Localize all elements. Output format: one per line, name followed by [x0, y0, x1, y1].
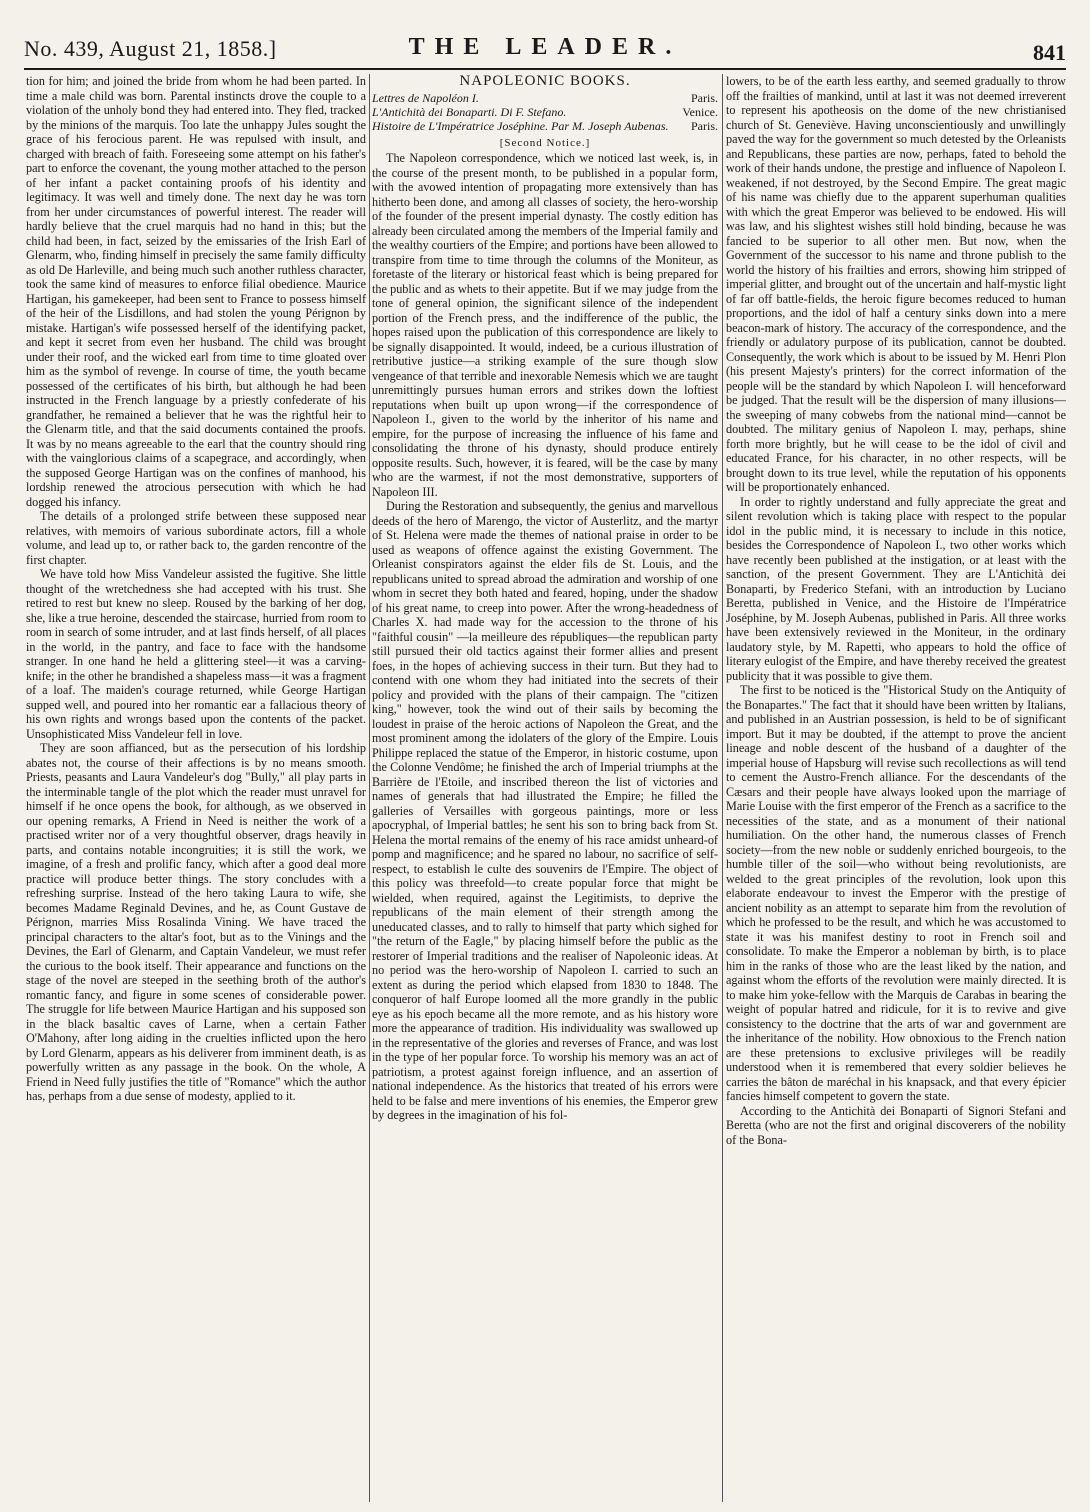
- column-rule: [722, 74, 723, 1502]
- page-number: 841: [1033, 40, 1066, 65]
- paragraph: We have told how Miss Vandeleur assisted the fugitive. She little thought of the wretchedness she had accepted with his trust. She retired to rest but knew no sleep. Roused by the barking of her dog, she, like a true heroine, descended the staircase, hurried from room to room in search of some intruder, and at last finds herself, of all places in the world, in the pantry, and face to face with the handsome stranger. In one hand he held a glittering steel—it was a carving-knife; in the other he brandished a shapeless mass—it was a fragment of a loaf. The maiden's courage returned, while George Hartigan supped well, and poured into her romantic ear a fallacious theory of his own rights and wrongs based upon the contents of the packet. Unsophisticated Miss Vandeleur fell in love.: [26, 567, 366, 741]
- paragraph: tion for him; and joined the bride from whom he had been parted. In time a male child was born. Parental instincts drove the couple to a violation of the unholy bond they had entered into. They fled, tracked by the minions of the marquis. Too late the unhappy Jules sought the grace of his ferocious parent. He was repulsed with insult, and charged with breach of faith. Foreseeing some attempt on his father's part to enforce the covenant, the young mother attached to the person of her infant a packet containing proofs of his identity and legitimacy. It was well and timely done. The next day he was torn from her under circumstances of powerful interest. The reader will hardly believe that the cruel marquis had no hand in this; but the child had been, in fact, seized by the emissaries of the Irish Earl of Glenarm, who, finding himself in precisely the same family difficulty as old De Harleville, and being much such another ruthless character, took the same kind of measures to enforce filial obedience. Maurice Hartigan, his gamekeeper, had been sent to France to possess himself of the heir of the Lisdillons, and had stolen the young Pérignon by mistake. Hartigan's wife possessed herself of the identifying packet, and kept it secret from even her husband. The child was brought under their roof, and the wicked earl from time to time gloated over him as the symbol of revenge. In course of time, the youth became possessed of the certificates of his birth, but although he had been instructed in the French language by a priestly confederate of his grandfather, he remained a believer that he was the rightful heir to the Glenarm title, and that the said documents contained the proofs. It was by no means agreeable to the earl that the country should ring with the vainglorious claims of a scapegrace, and accordingly, when the supposed George Hartigan was on the confines of manhood, his lordship renewed the atrocious persecution with which he had dogged his infancy.: [26, 74, 366, 509]
- paragraph: lowers, to be of the earth less earthy, and seemed gradually to throw off the frailties of mankind, until at last it was not deemed irreverent to represent his apotheosis on the dome of the new christianised church of St. Geneviève. Having unconscientiously and unwillingly paved the way for the government so much detested by the Orleanists and Republicans, these parties are now, perhaps, fated to behold the work of their hands undone, the prestige and influence of Napoleon I. weakened, if not destroyed, by the Second Empire. The great magic of his name was chiefly due to the apparent superhuman qualities with which the great Emperor was believed to be endowed. His will was law, and his slightest wishes still hold binding, because he was fancied to be superior to all other men. But now, when the Government of the successor to his name and throne publish to the world the history of his frailties and errors, showing him stripped of imperial glitter, and brought out of the uncertain and half-mystic light of far off battle-fields, the heroic figure becomes reduced to human proportions, and the idol of half a century sinks down into a mere beacon-mark of history. The accuracy of the correspondence, and the friendly or adulatory purpose of its publication, cannot be doubted. Consequently, the work which is about to be issued by M. Henri Plon (his present Majesty's printers) for the correct information of the people will be the standard by which Napoleon I. will henceforward be judged. That the result will be the dispersion of many illusions—the sweeping of many cobwebs from the national mind—cannot be doubted. The military genius of Napoleon I. may, perhaps, shine forth more brightly, but he will cease to be the idol of civil and educated France, for his character, in no other respects, will be brought down to its true level, while the reputation of his opponents will be proportionately enhanced.: [726, 74, 1066, 494]
- book-entry: [372, 119, 718, 133]
- book-entry: [372, 105, 718, 119]
- book-title: L'Antichità dei Bonaparti. Di F. Stefano.: [372, 104, 567, 119]
- book-list: [372, 91, 718, 133]
- issue-line: No. 439, August 21, 1858.]: [24, 36, 277, 61]
- column-2: [372, 74, 718, 1502]
- paragraph: During the Restoration and subsequently, the genius and marvellous deeds of the hero of Marengo, the victor of Austerlitz, and the martyr of St. Helena were made the themes of national praise in order to be used as weapons of offence against the existing Government. The Orleanist conspirators against the elder fils de St. Louis, and the republicans united to spread abroad the admiration and worship of one whom in secret they both hated and feared, hoping, under the shadow of his great name, to creep into power. After the wrong-headedness of Charles X. had made way for the accession to the throne of his "faithful cousin" —la meilleure des républiques—the republican party still pursued their old tactics against their former allies and present foes, in the hopes of achieving success in their turn. But they had to contend with one whom they had initiated into the secrets of their policy and provided with the plans of their campaign. The "citizen king," however, took the wind out of their sails by becoming the loudest in praise of the heroic actions of Napoleon the Great, and the most prominent among the idolaters of the glory of the Empire. Louis Philippe replaced the statue of the Emperor, in historic costume, upon the Colonne Vendôme; he finished the arch of Imperial triumphs at the Barrière de l'Etoile, and inscribed thereon the list of victories and names of generals that had illustrated the Empire; he filled the galleries of Versailles with gorgeous paintings, more or less apocryphal, of Imperial battles; he sent his son to bring back from St. Helena the mortal remains of the enemy of his race amidst unheard-of pomp and magnificence; and he spared no labour, no sacrifice of self-respect, to establish le culte des souvenirs de l'Empire. The object of this policy was threefold—to create popular force that might be wielded, when required, against the Legitimists, to deprive the republicans of the main element of their strength among the uneducated classes, and to rally to himself that party which sighed for "the return of the Eagle," by placing himself before the public as the restorer of Imperial traditions and the realiser of Napoleonic ideas. At no period was the hero-worship of Napoleon I. carried to such an extent as during the period which elapsed from 1830 to 1848. The conqueror of half Europe loomed all the more grandly in the public eye as his epoch became all the more remote, and as his history wore more the appearance of tradition. His individuality was swallowed up in the representative of the glories and reverses of France, and was lost in the type of her popular force. To worship his memory was an act of patriotism, a protest against foreign influence, and an assertion of national independence. As the historics that treated of his errors were held to be false and mere inventions of his enemies, the Emperor grew by degrees in the imagination of his fol-: [372, 499, 718, 1122]
- paragraph: According to the Antichità dei Bonaparti of Signori Stefani and Beretta (who are not the first and original discoverers of the nobility of the Bona-: [726, 1103, 1066, 1147]
- book-place: Paris.: [691, 90, 718, 105]
- paragraph: The Napoleon correspondence, which we noticed last week, is, in the course of the present month, to be published in a popular form, with the avowed intention of propagating more extensively than has hitherto been done, and among all classes of society, the hero-worship of the founder of the present imperial dynasty. The costly edition has already been circulated among the members of the Imperial family and the wealthy courtiers of the Empire; and portions have been allowed to transpire from time to time through the columns of the Moniteur, as foretaste of the literary or historical feast which is being prepared for the public and as whets to their appetite. But if we may judge from the tone of general opinion, the significant silence of the independent portion of the French press, and the indifference of the public, the hopes raised upon the publication of this correspondence are likely to be signally disappointed. It would, indeed, be a curious illustration of retributive justice—a striking example of the sure though slow vengeance of that terrible and inexorable Nemesis which we are taught unremittingly pursues human errors and strikes down the loftiest reputations when built up upon wrong—if the correspondence of Napoleon I., given to the world by the inheritor of his name and empire, for the purpose of increasing the influence of his fame and consolidating the throne of his dynasty, should produce entirely opposite results. Such, however, it is feared, will be the case by many who are the warmest, if not the most demonstrative, supporters of Napoleon III.: [372, 151, 718, 499]
- paragraph: In order to rightly understand and fully appreciate the great and silent revolution which is taking place with respect to the popular idol in the public mind, it is necessary to include in this notice, besides the Correspondence of Napoleon I., two other works which have recently been published at the instigation, or at least with the sanction, of the present Government. They are L'Antichità dei Bonaparti, by Frederico Stefani, with an introduction by Luciano Beretta, published in Venice, and the Histoire de l'Impératrice Joséphine, by M. Joseph Aubenas, published in Paris. All three works have been extensively reviewed in the Moniteur, in the ordinary laudatory style, by M. Rapetti, who appears to hold the office of literary eulogist of the Empire, and have thereby received the greatest publicity that it was possible to give them.: [726, 494, 1066, 683]
- paragraph: The details of a prolonged strife between these supposed near relatives, with memoirs of various subordinate actors, fill a whole volume, and lead up to, or rather back to, the garden rencontre of the first chapter.: [26, 509, 366, 567]
- book-title: Histoire de L'Impératrice Joséphine. Par M. Joseph Aubenas.: [372, 118, 669, 133]
- book-title: Lettres de Napoléon I.: [372, 90, 479, 105]
- book-entry: [372, 91, 718, 105]
- paragraph: The first to be noticed is the "Historical Study on the Antiquity of the Bonapartes." The fact that it should have been written by Italians, and published in an Austrian possession, is held to be of significant import. But it may be doubted, if the attempt to prove the ancient lineage and noble descent of the husband of a daughter of the imperial house of Hapsburg will revise such recollections as will tend to cement the Austro-French alliance. For the descendants of the Cæsars and their people have always looked upon the marriage of Marie Louise with the first emperor of the French as a sacrifice to the necessities of the state, and as a monument of their national humiliation. On the other hand, the numerous classes of French society—from the new noble or suddenly enriched bourgeois, to the humble tiller of the soil—who without being revolutionists, are welded to the great principles of the revolution, look upon this elaborate endeavour to invest the Emperor with the prestige of ancient nobility as an attempt to separate him from the revolution of which he professed to be the result, and which he was accustomed to state it was his manifest destiny to root in French soil and consolidate. To make the Emperor a nobleman by birth, is to place him in the ranks of those who are the least liked by the nation, and against whom the efforts of the revolution were mainly directed. It is to make him yoke-fellow with the Marquis de Carabas in bearing the weight of popular hatred and ridicule, for it is to revive and give consistency to the doctrine that the arts of war and government are the inheritance of the nobility. How obnoxious to the French nation are these pretensions to exclusive privileges will be readily understood when it is remembered that every soldier believes he carries the bâton de maréchal in his knapsack, and that every épicier fancies himself competent to govern the state.: [726, 683, 1066, 1103]
- column-3: [726, 74, 1066, 1502]
- paragraph: They are soon affianced, but as the persecution of his lordship abates not, the course of their affections is by no means smooth. Priests, peasants and Laura Vandeleur's dog "Bully," all play parts in the interminable tangle of the plot which the reader must unravel for himself if he once opens the book, for although, as we observed in our opening remarks, A Friend in Need is neither the work of a practised writer nor of a very thoughtful observer, drags heavily in parts, and contains notable incongruities; it is still the work, we imagine, of a fresh and prolific fancy, which after a good deal more practice will produce better things. The story concludes with a refreshing surprise. Instead of the hero taking Laura to wife, she becomes Madame Reginald Devines, and he, as Count Gustave de Pérignon, marries Miss Rosalinda Vining. We have traced the principal characters to the altar's foot, but as to the Vinings and the Devines, the Earl of Glenarm, and Captain Vandeleur, we must refer the curious to the book itself. Their appearance and functions on the stage of the novel are steeped in the seething broth of the author's romantic fancy, and figure in some scenes of considerable power. The struggle for life between Maurice Hartigan and his supposed son in the black basaltic caves of Larne, when a certain Father O'Mahony, after long aiding in the cruelties inflicted upon the hero by Lord Glenarm, appears as his deliverer from imminent death, is as powerfully written as any passage in the book. On the whole, A Friend in Need fully justifies the title of "Romance" which the author has, perhaps from a due sense of modesty, applied to it.: [26, 741, 366, 1103]
- article-heading: NAPOLEONIC BOOKS.: [459, 74, 631, 89]
- book-place: Paris.: [691, 118, 718, 133]
- paper-title: THE LEADER.: [408, 34, 682, 60]
- book-place: Venice.: [682, 104, 718, 119]
- notice-label: [Second Notice.]: [499, 136, 591, 149]
- masthead: [24, 28, 1066, 70]
- column-rule: [369, 74, 370, 1502]
- column-1: [26, 74, 366, 1502]
